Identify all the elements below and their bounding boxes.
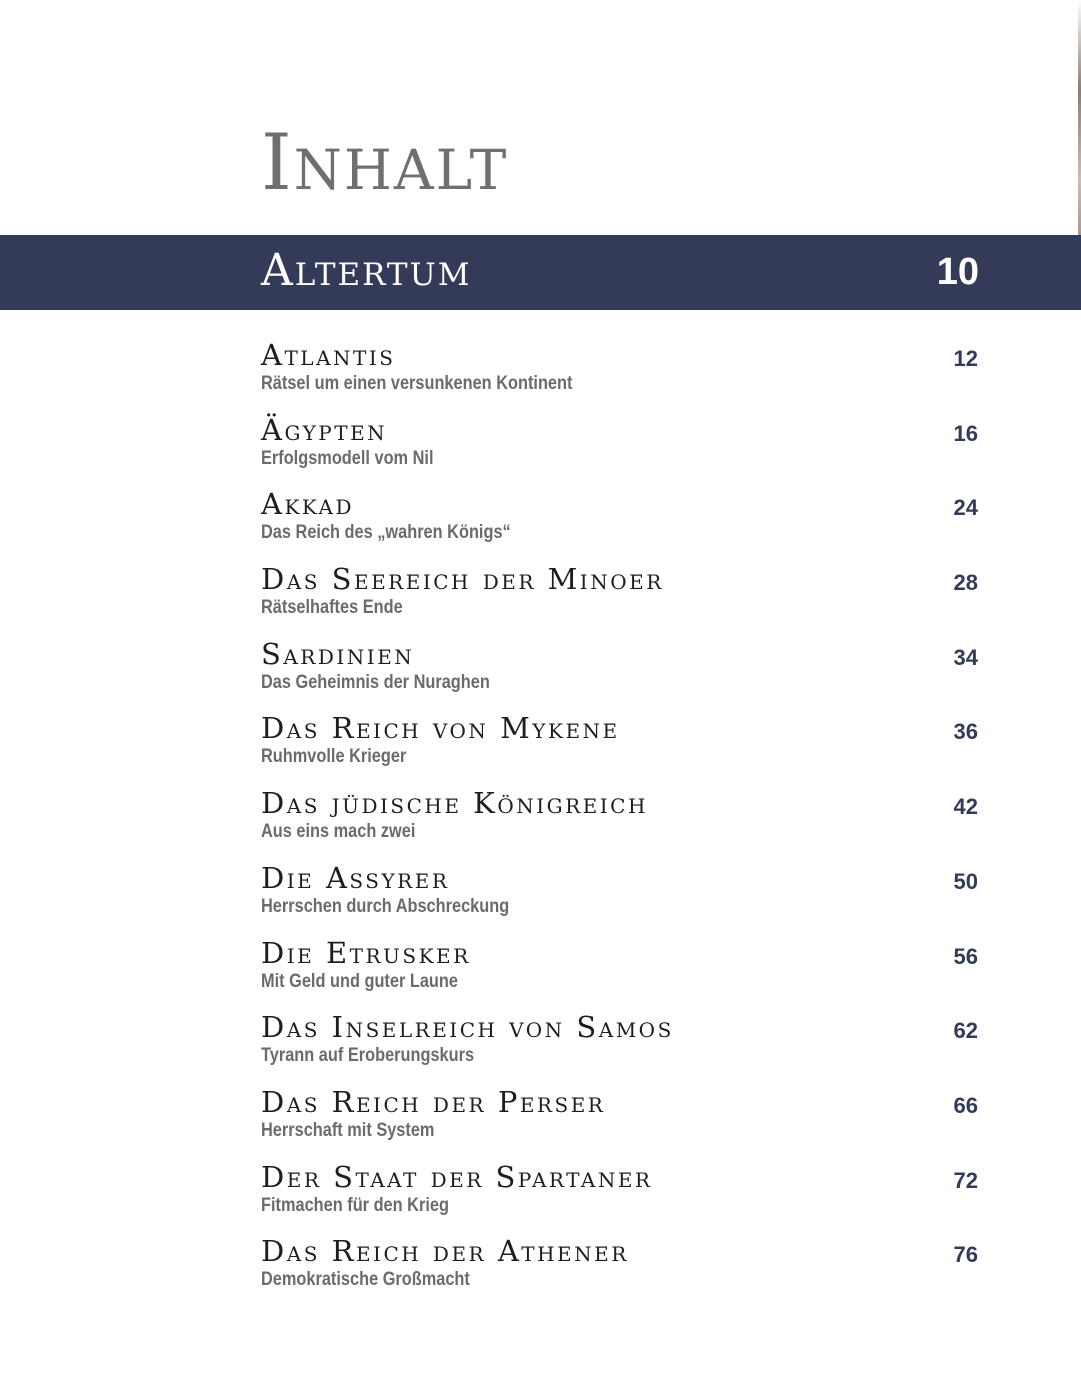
toc-entry-title: Der Staat der Spartaner [261,1159,653,1194]
toc-entry-page: 28 [953,570,978,596]
toc-list [261,338,981,1309]
toc-entry-title: Das Reich von Mykene [261,711,620,746]
toc-entry-page: 66 [953,1092,978,1118]
toc-entry-page: 42 [953,794,978,820]
toc-entry-page: 12 [953,346,978,371]
toc-entry-subtitle: Fitmachen für den Krieg [261,1194,449,1216]
toc-entry[interactable] [261,936,981,1011]
toc-entry-title: Akkad [261,487,354,522]
toc-entry-title: Das jüdische Königreich [261,786,648,821]
toc-entry[interactable] [261,562,981,637]
toc-entry-title: Das Seereich der Minoer [261,562,664,597]
toc-entry-page: 72 [953,1167,978,1193]
toc-entry[interactable] [261,711,981,786]
toc-entry[interactable] [261,413,981,488]
toc-entry-title: Das Inselreich von Samos [261,1010,674,1045]
toc-entry-page: 24 [953,495,978,521]
toc-entry-subtitle: Demokratische Großmacht [261,1269,470,1291]
toc-entry-title: Sardinien [261,636,415,671]
toc-entry[interactable] [261,1010,981,1085]
toc-entry[interactable] [261,861,981,936]
toc-entry-subtitle: Rätsel um einen versunkenen Kontinent [261,373,573,394]
toc-entry-page: 76 [953,1242,978,1268]
toc-entry-page: 50 [953,868,978,894]
toc-entry-title: Das Reich der Perser [261,1084,606,1119]
toc-entry-subtitle: Erfolgsmodell vom Nil [261,447,434,469]
toc-entry[interactable] [261,1234,981,1309]
section-header-band [0,235,1081,310]
toc-entry-page: 56 [953,943,978,969]
toc-entry[interactable] [261,338,981,413]
toc-entry-subtitle: Ruhmvolle Krieger [261,746,407,768]
toc-entry-subtitle: Das Reich des „wahren Königs“ [261,522,511,544]
toc-entry-page: 16 [953,420,978,446]
toc-entry-subtitle: Aus eins mach zwei [261,821,416,843]
toc-entry-subtitle: Tyrann auf Eroberungskurs [261,1045,475,1067]
toc-entry[interactable] [261,1085,981,1160]
toc-entry-title: Ägypten [261,412,388,447]
section-title: Altertum [261,245,472,296]
toc-entry-title: Die Etrusker [261,935,471,970]
toc-entry-subtitle: Rätselhaftes Ende [261,597,403,619]
toc-entry-title: Das Reich der Athener [261,1234,629,1269]
toc-entry-subtitle: Herrschen durch Abschreckung [261,895,510,917]
toc-entry-title: Die Assyrer [261,860,450,895]
toc-entry-subtitle: Mit Geld und guter Laune [261,970,458,992]
toc-entry-title: Atlantis [261,338,396,372]
toc-entry-page: 62 [953,1018,978,1044]
toc-entry[interactable] [261,786,981,861]
toc-entry[interactable] [261,1160,981,1235]
page-title: Inhalt [261,118,509,208]
toc-entry-subtitle: Das Geheimnis der Nuraghen [261,671,490,693]
toc-entry-page: 34 [953,644,978,670]
toc-entry[interactable] [261,637,981,712]
toc-entry[interactable] [261,487,981,562]
toc-entry-subtitle: Herrschaft mit System [261,1119,435,1141]
toc-entry-page: 36 [953,719,978,745]
section-page-number: 10 [936,251,979,293]
